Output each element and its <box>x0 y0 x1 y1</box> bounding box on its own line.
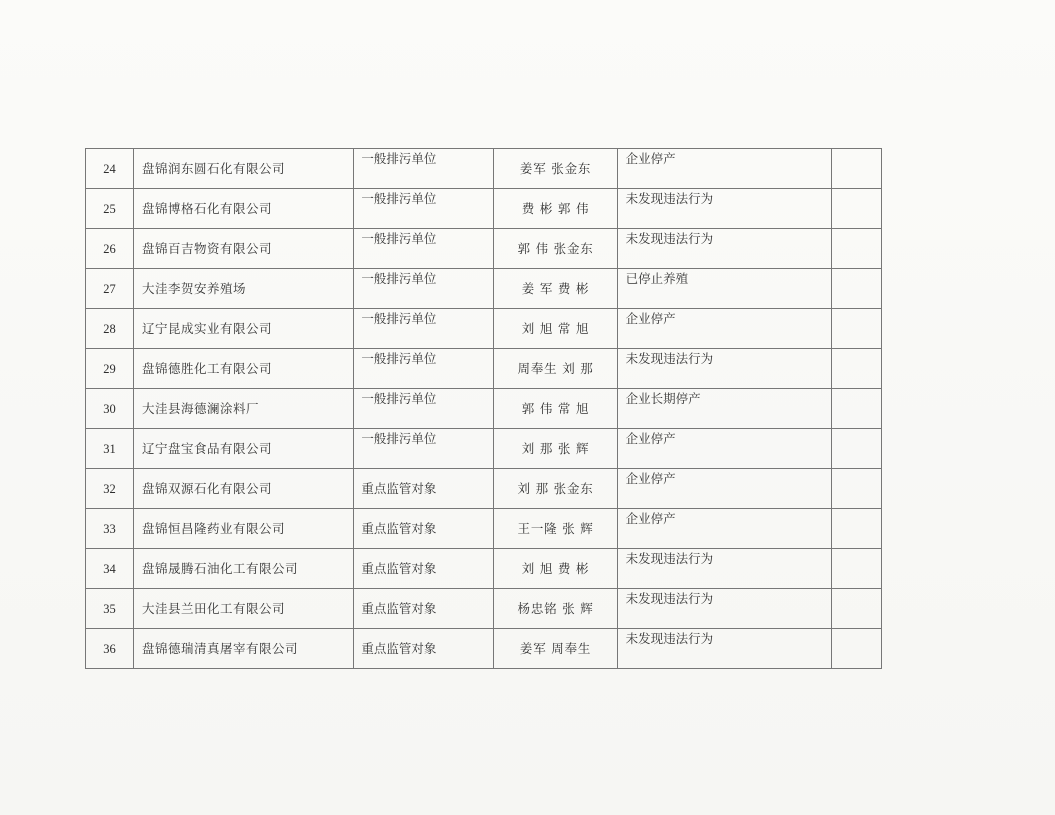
table-row <box>86 629 882 669</box>
inspectors-text: 王一隆 张 辉 <box>517 520 594 536</box>
inspection-result-text: 企业停产 <box>625 151 676 166</box>
inspection-result-text: 未发现违法行为 <box>625 591 714 606</box>
company-name-text: 盘锦百吉物资有限公司 <box>142 240 273 256</box>
inspectors-text: 郭 伟 常 旭 <box>521 400 590 416</box>
unit-type-text: 一般排污单位 <box>361 431 437 446</box>
inspectors-cell <box>494 229 617 269</box>
inspection-table <box>85 148 882 669</box>
inspectors-text: 姜 军 费 彬 <box>521 280 590 296</box>
row-number-text: 36 <box>103 641 116 656</box>
inspectors-cell <box>494 589 617 629</box>
unit-type-text: 重点监管对象 <box>361 561 437 576</box>
unit-type-cell <box>354 389 494 429</box>
unit-type-cell <box>354 549 494 589</box>
inspection-result-text: 已停止养殖 <box>625 271 689 286</box>
remark-cell <box>831 349 881 389</box>
inspection-result-text: 企业停产 <box>625 471 676 486</box>
row-number-text: 29 <box>103 361 116 376</box>
inspection-result-cell <box>617 629 831 669</box>
unit-type-text: 一般排污单位 <box>361 311 437 326</box>
unit-type-cell <box>354 429 494 469</box>
inspection-result-text: 企业长期停产 <box>625 391 701 406</box>
unit-type-text: 一般排污单位 <box>361 231 437 246</box>
inspectors-cell <box>494 149 617 189</box>
table-row <box>86 389 882 429</box>
company-name-text: 盘锦德胜化工有限公司 <box>142 360 273 376</box>
remark-cell <box>831 549 881 589</box>
table-row <box>86 429 882 469</box>
inspection-result-text: 企业停产 <box>625 511 676 526</box>
company-name-text: 辽宁昆成实业有限公司 <box>142 320 273 336</box>
row-number-text: 26 <box>103 241 116 256</box>
company-name-text: 盘锦德瑞清真屠宰有限公司 <box>142 640 299 656</box>
remark-cell <box>831 389 881 429</box>
inspectors-text: 费 彬 郭 伟 <box>521 200 590 216</box>
inspection-result-text: 企业停产 <box>625 311 676 326</box>
remark-cell <box>831 229 881 269</box>
unit-type-text: 重点监管对象 <box>361 641 437 656</box>
inspectors-text: 郭 伟 张金东 <box>517 240 594 256</box>
company-name-text: 辽宁盘宝食品有限公司 <box>142 440 273 456</box>
inspection-table-body <box>86 149 882 669</box>
table-row <box>86 269 882 309</box>
inspection-result-cell <box>617 149 831 189</box>
company-name-text: 盘锦博格石化有限公司 <box>142 200 273 216</box>
unit-type-text: 重点监管对象 <box>361 521 437 536</box>
remark-cell <box>831 309 881 349</box>
table-row <box>86 229 882 269</box>
inspection-result-text: 未发现违法行为 <box>625 191 714 206</box>
unit-type-text: 重点监管对象 <box>361 481 437 496</box>
inspectors-text: 周奉生 刘 那 <box>517 360 594 376</box>
unit-type-cell <box>354 269 494 309</box>
company-name-text: 盘锦晟腾石油化工有限公司 <box>142 560 299 576</box>
inspection-result-text: 未发现违法行为 <box>625 351 714 366</box>
inspection-result-cell <box>617 389 831 429</box>
inspection-result-text: 企业停产 <box>625 431 676 446</box>
company-name-text: 大洼县海德澜涂料厂 <box>142 400 260 416</box>
company-name-text: 大洼李贺安养殖场 <box>142 280 247 296</box>
unit-type-cell <box>354 309 494 349</box>
row-number-text: 34 <box>103 561 116 576</box>
row-number-text: 25 <box>103 201 116 216</box>
inspectors-cell <box>494 549 617 589</box>
row-number-cell <box>86 229 134 269</box>
company-name-cell <box>134 509 354 549</box>
inspectors-text: 杨忠铭 张 辉 <box>517 600 594 616</box>
company-name-cell <box>134 469 354 509</box>
row-number-cell <box>86 269 134 309</box>
table-row <box>86 309 882 349</box>
inspection-result-cell <box>617 469 831 509</box>
row-number-cell <box>86 509 134 549</box>
inspection-result-cell <box>617 589 831 629</box>
table-row <box>86 149 882 189</box>
company-name-cell <box>134 389 354 429</box>
unit-type-cell <box>354 629 494 669</box>
row-number-cell <box>86 389 134 429</box>
unit-type-text: 一般排污单位 <box>361 271 437 286</box>
row-number-cell <box>86 149 134 189</box>
company-name-cell <box>134 589 354 629</box>
inspection-result-cell <box>617 429 831 469</box>
table-row <box>86 469 882 509</box>
inspectors-text: 刘 那 张金东 <box>517 480 594 496</box>
unit-type-text: 一般排污单位 <box>361 351 437 366</box>
inspectors-cell <box>494 429 617 469</box>
table-row <box>86 189 882 229</box>
remark-cell <box>831 269 881 309</box>
inspection-result-cell <box>617 309 831 349</box>
remark-cell <box>831 629 881 669</box>
row-number-cell <box>86 589 134 629</box>
company-name-cell <box>134 429 354 469</box>
unit-type-text: 一般排污单位 <box>361 191 437 206</box>
inspection-result-cell <box>617 509 831 549</box>
row-number-text: 33 <box>103 521 116 536</box>
row-number-text: 27 <box>103 281 116 296</box>
row-number-cell <box>86 629 134 669</box>
unit-type-cell <box>354 189 494 229</box>
remark-cell <box>831 149 881 189</box>
remark-cell <box>831 189 881 229</box>
inspection-result-cell <box>617 349 831 389</box>
inspectors-cell <box>494 349 617 389</box>
inspectors-cell <box>494 309 617 349</box>
row-number-text: 30 <box>103 401 116 416</box>
company-name-cell <box>134 269 354 309</box>
remark-cell <box>831 469 881 509</box>
unit-type-cell <box>354 229 494 269</box>
inspection-result-text: 未发现违法行为 <box>625 231 714 246</box>
row-number-cell <box>86 189 134 229</box>
inspectors-text: 姜军 张金东 <box>519 160 592 176</box>
inspectors-cell <box>494 269 617 309</box>
remark-cell <box>831 429 881 469</box>
inspectors-text: 姜军 周奉生 <box>519 640 592 656</box>
inspection-result-text: 未发现违法行为 <box>625 551 714 566</box>
row-number-cell <box>86 309 134 349</box>
company-name-cell <box>134 549 354 589</box>
unit-type-cell <box>354 349 494 389</box>
inspectors-cell <box>494 629 617 669</box>
inspectors-cell <box>494 469 617 509</box>
row-number-cell <box>86 349 134 389</box>
inspection-result-cell <box>617 229 831 269</box>
company-name-text: 大洼县兰田化工有限公司 <box>142 600 286 616</box>
row-number-text: 31 <box>103 441 116 456</box>
unit-type-text: 一般排污单位 <box>361 391 437 406</box>
table-row <box>86 549 882 589</box>
unit-type-cell <box>354 149 494 189</box>
company-name-cell <box>134 309 354 349</box>
row-number-cell <box>86 549 134 589</box>
company-name-text: 盘锦恒昌隆药业有限公司 <box>142 520 286 536</box>
company-name-cell <box>134 629 354 669</box>
row-number-text: 32 <box>103 481 116 496</box>
row-number-cell <box>86 469 134 509</box>
company-name-cell <box>134 229 354 269</box>
inspection-result-cell <box>617 549 831 589</box>
row-number-text: 35 <box>103 601 116 616</box>
inspection-result-cell <box>617 269 831 309</box>
unit-type-text: 一般排污单位 <box>361 151 437 166</box>
inspectors-cell <box>494 509 617 549</box>
unit-type-text: 重点监管对象 <box>361 601 437 616</box>
row-number-text: 28 <box>103 321 116 336</box>
row-number-text: 24 <box>103 161 116 176</box>
unit-type-cell <box>354 469 494 509</box>
inspectors-text: 刘 那 张 辉 <box>521 440 590 456</box>
company-name-text: 盘锦双源石化有限公司 <box>142 480 273 496</box>
inspectors-cell <box>494 389 617 429</box>
unit-type-cell <box>354 509 494 549</box>
inspection-result-text: 未发现违法行为 <box>625 631 714 646</box>
company-name-cell <box>134 189 354 229</box>
inspection-result-cell <box>617 189 831 229</box>
table-row <box>86 349 882 389</box>
unit-type-cell <box>354 589 494 629</box>
table-row <box>86 589 882 629</box>
table-row <box>86 509 882 549</box>
row-number-cell <box>86 429 134 469</box>
inspectors-cell <box>494 189 617 229</box>
inspectors-text: 刘 旭 费 彬 <box>521 560 590 576</box>
remark-cell <box>831 509 881 549</box>
company-name-cell <box>134 349 354 389</box>
remark-cell <box>831 589 881 629</box>
company-name-text: 盘锦润东圆石化有限公司 <box>142 160 286 176</box>
inspectors-text: 刘 旭 常 旭 <box>521 320 590 336</box>
company-name-cell <box>134 149 354 189</box>
